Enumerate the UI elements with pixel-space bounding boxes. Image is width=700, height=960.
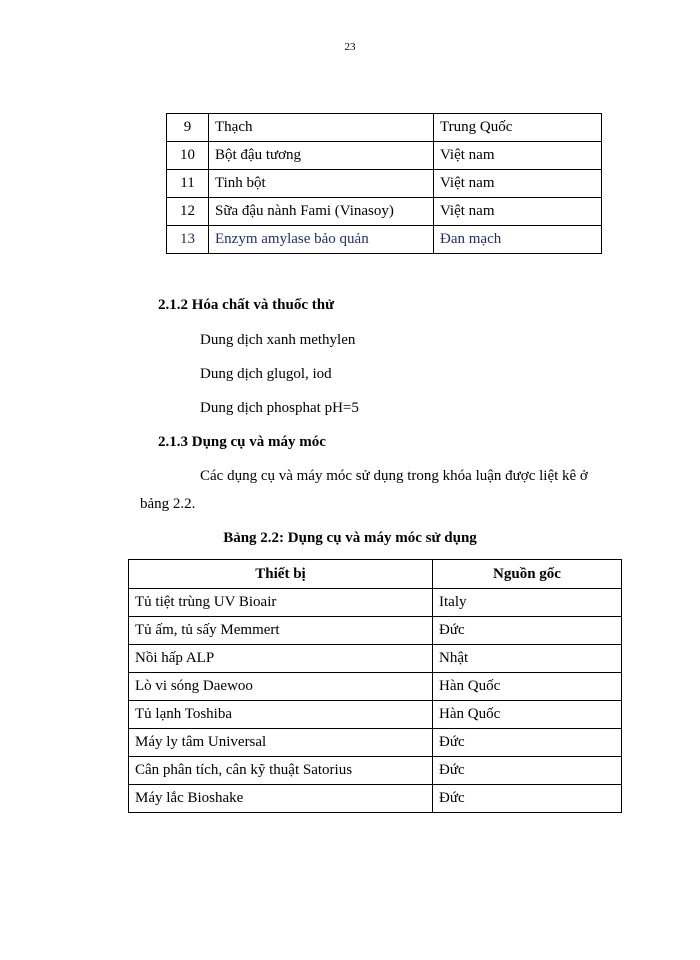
device-origin: Italy xyxy=(433,589,622,617)
table-row xyxy=(129,785,622,813)
column-header-origin: Nguồn gốc xyxy=(433,560,622,589)
device-name: Tủ ấm, tủ sấy Memmert xyxy=(129,617,433,645)
device-name: Tủ lạnh Toshiba xyxy=(129,701,433,729)
device-origin: Đức xyxy=(433,617,622,645)
section-heading-equipment: 2.1.3 Dụng cụ và máy móc xyxy=(158,434,326,450)
row-number: 13 xyxy=(167,226,209,254)
chemical-item: Dung dịch xanh methylen xyxy=(200,332,356,348)
device-name: Cân phân tích, cân kỹ thuật Satorius xyxy=(129,757,433,785)
device-origin: Hàn Quốc xyxy=(433,701,622,729)
column-header-device: Thiết bị xyxy=(129,560,433,589)
chemical-item: Dung dịch glugol, iod xyxy=(200,366,332,382)
material-name: Thạch xyxy=(209,114,434,142)
material-origin: Việt nam xyxy=(434,170,602,198)
table-row xyxy=(129,701,622,729)
row-number: 12 xyxy=(167,198,209,226)
paragraph-line: bảng 2.2. xyxy=(140,496,196,512)
material-name: Bột đậu tương xyxy=(209,142,434,170)
page-number: 23 xyxy=(344,41,356,53)
table-row xyxy=(129,617,622,645)
paragraph-line: Các dụng cụ và máy móc sử dụng trong khóa luận được liệt kê ở xyxy=(200,468,588,484)
device-origin: Đức xyxy=(433,757,622,785)
device-name: Máy lắc Bioshake xyxy=(129,785,433,813)
row-number: 11 xyxy=(167,170,209,198)
table-row xyxy=(129,757,622,785)
material-name: Enzym amylase bảo quản xyxy=(209,226,434,254)
material-name: Tinh bột xyxy=(209,170,434,198)
material-origin: Việt nam xyxy=(434,198,602,226)
device-origin: Đức xyxy=(433,785,622,813)
table-row xyxy=(129,729,622,757)
table-row xyxy=(167,170,602,198)
device-name: Nồi hấp ALP xyxy=(129,645,433,673)
section-heading-chemicals: 2.1.2 Hóa chất và thuốc thử xyxy=(158,297,335,313)
material-origin: Đan mạch xyxy=(434,226,602,254)
row-number: 10 xyxy=(167,142,209,170)
device-name: Lò vi sóng Daewoo xyxy=(129,673,433,701)
table-row xyxy=(129,673,622,701)
device-name: Máy ly tâm Universal xyxy=(129,729,433,757)
table-row xyxy=(167,198,602,226)
table-row xyxy=(129,645,622,673)
device-name: Tủ tiệt trùng UV Bioair xyxy=(129,589,433,617)
device-origin: Hàn Quốc xyxy=(433,673,622,701)
material-origin: Việt nam xyxy=(434,142,602,170)
table-row xyxy=(167,114,602,142)
table-caption: Bảng 2.2: Dụng cụ và máy móc sử dụng xyxy=(223,530,477,546)
table-row xyxy=(167,226,602,254)
table-row xyxy=(129,589,622,617)
table-header-row xyxy=(129,560,622,589)
device-origin: Nhật xyxy=(433,645,622,673)
materials-table-continued xyxy=(166,113,602,254)
chemical-item: Dung dịch phosphat pH=5 xyxy=(200,400,359,416)
device-origin: Đức xyxy=(433,729,622,757)
equipment-table xyxy=(128,559,622,813)
material-origin: Trung Quốc xyxy=(434,114,602,142)
row-number: 9 xyxy=(167,114,209,142)
table-row xyxy=(167,142,602,170)
material-name: Sữa đậu nành Fami (Vinasoy) xyxy=(209,198,434,226)
